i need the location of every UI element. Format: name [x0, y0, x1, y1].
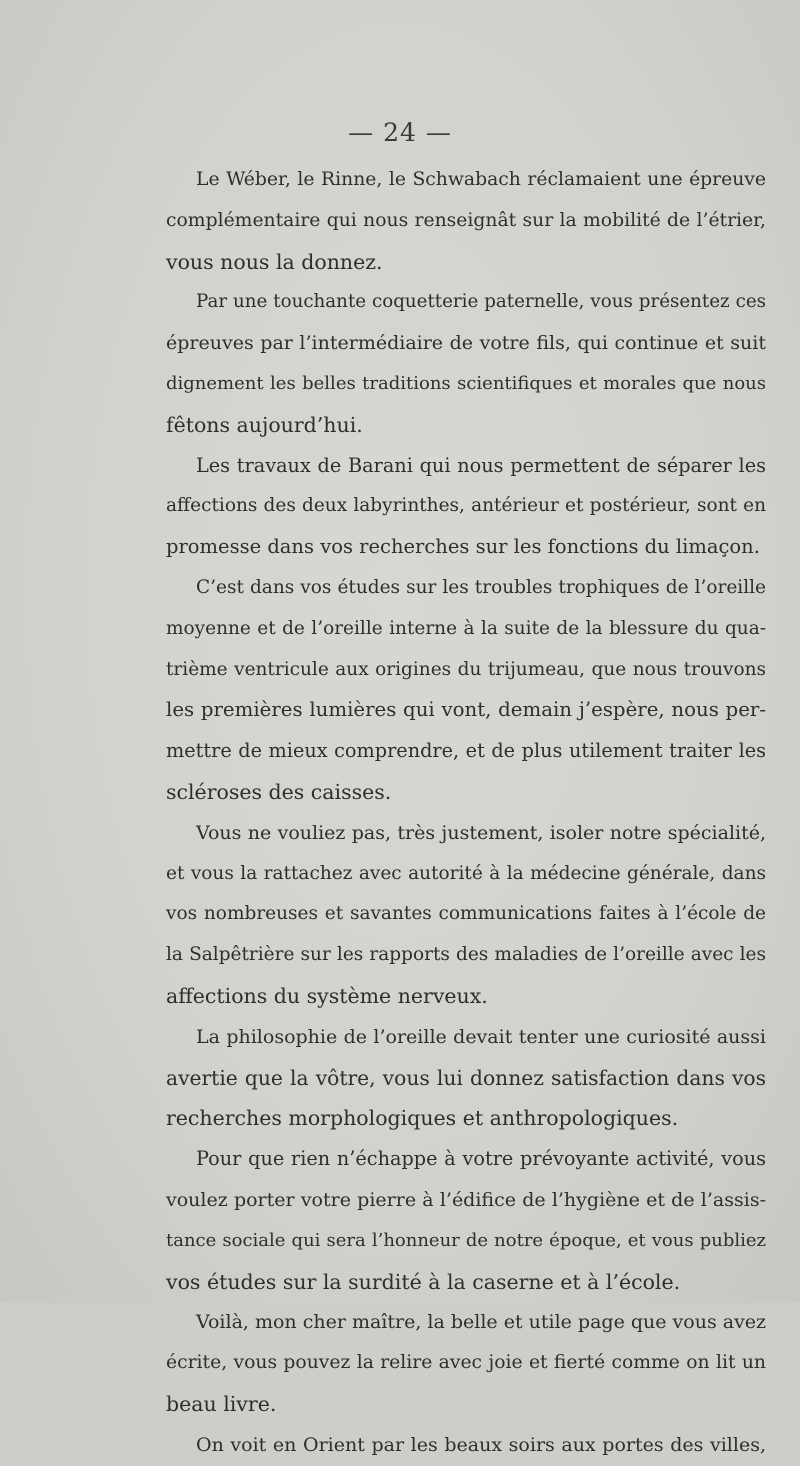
text-line: vos études sur la surdité à la caserne et à l’école. [166, 1269, 681, 1294]
text-line: promesse dans vos recherches sur les fonctions du limaçon. [166, 535, 760, 559]
body-text [166, 160, 766, 1466]
text-line: beau livre. [166, 1391, 277, 1416]
text-line: Les travaux de Barani qui nous permettent de séparer les [196, 453, 766, 477]
text-line: Pour que rien n’échappe à votre prévoyante activité, vous [196, 1147, 766, 1171]
text-line: tance sociale qui sera l’honneur de notre époque, et vous publiez [166, 1229, 766, 1251]
text-line: épreuves par l’intermédiaire de votre fils, qui continue et suit [166, 332, 766, 355]
text-line: On voit en Orient par les beaux soirs aux portes des villes, [196, 1433, 766, 1456]
text-line: voulez porter votre pierre à l’édifice de l’hygiène et de l’assis- [166, 1188, 766, 1211]
text-line: et vous la rattachez avec autorité à la médecine générale, dans [166, 862, 766, 884]
text-line: Le Wéber, le Rinne, le Schwabach réclamaient une épreuve [196, 169, 766, 190]
text-line: Par une touchante coquetterie paternelle, vous présentez ces [196, 291, 766, 313]
page-number: — 24 — [348, 118, 452, 147]
text-line: dignement les belles traditions scientifiques et morales que nous [166, 372, 766, 394]
text-line: mettre de mieux comprendre, et de plus utilement traiter les [166, 739, 766, 763]
text-line: scléroses des caisses. [166, 779, 392, 804]
text-line: vos nombreuses et savantes communications faites à l’école de [166, 903, 766, 925]
text-line: La philosophie de l’oreille devait tenter une curiosité aussi [196, 1025, 766, 1048]
text-line: affections du système nerveux. [166, 983, 488, 1008]
text-line: les premières lumières qui vont, demain j’espère, nous per- [166, 698, 766, 722]
text-line: avertie que la vôtre, vous lui donnez satisfaction dans vos [166, 1065, 766, 1090]
text-line: moyenne et de l’oreille interne à la suite de la blessure du qua- [166, 617, 766, 639]
text-line: écrite, vous pouvez la relire avec joie et fierté comme on lit un [166, 1352, 766, 1374]
text-line: complémentaire qui nous renseignât sur la mobilité de l’étrier, [166, 209, 766, 231]
text-line: vous nous la donnez. [166, 249, 383, 274]
text-line: C’est dans vos études sur les troubles trophiques de l’oreille [196, 576, 766, 598]
text-line: la Salpêtrière sur les rapports des maladies de l’oreille avec les [166, 944, 766, 966]
text-line: fêtons aujourd’hui. [166, 412, 363, 437]
text-line: Voilà, mon cher maître, la belle et utile page que vous avez [196, 1311, 767, 1334]
text-line: recherches morphologiques et anthropologiques. [166, 1106, 679, 1131]
text-line: Vous ne vouliez pas, très justement, isoler notre spécialité, [196, 821, 766, 844]
text-line: affections des deux labyrinthes, antérieur et postérieur, sont en [166, 495, 766, 517]
text-line: trième ventricule aux origines du trijumeau, que nous trouvons [166, 658, 766, 680]
